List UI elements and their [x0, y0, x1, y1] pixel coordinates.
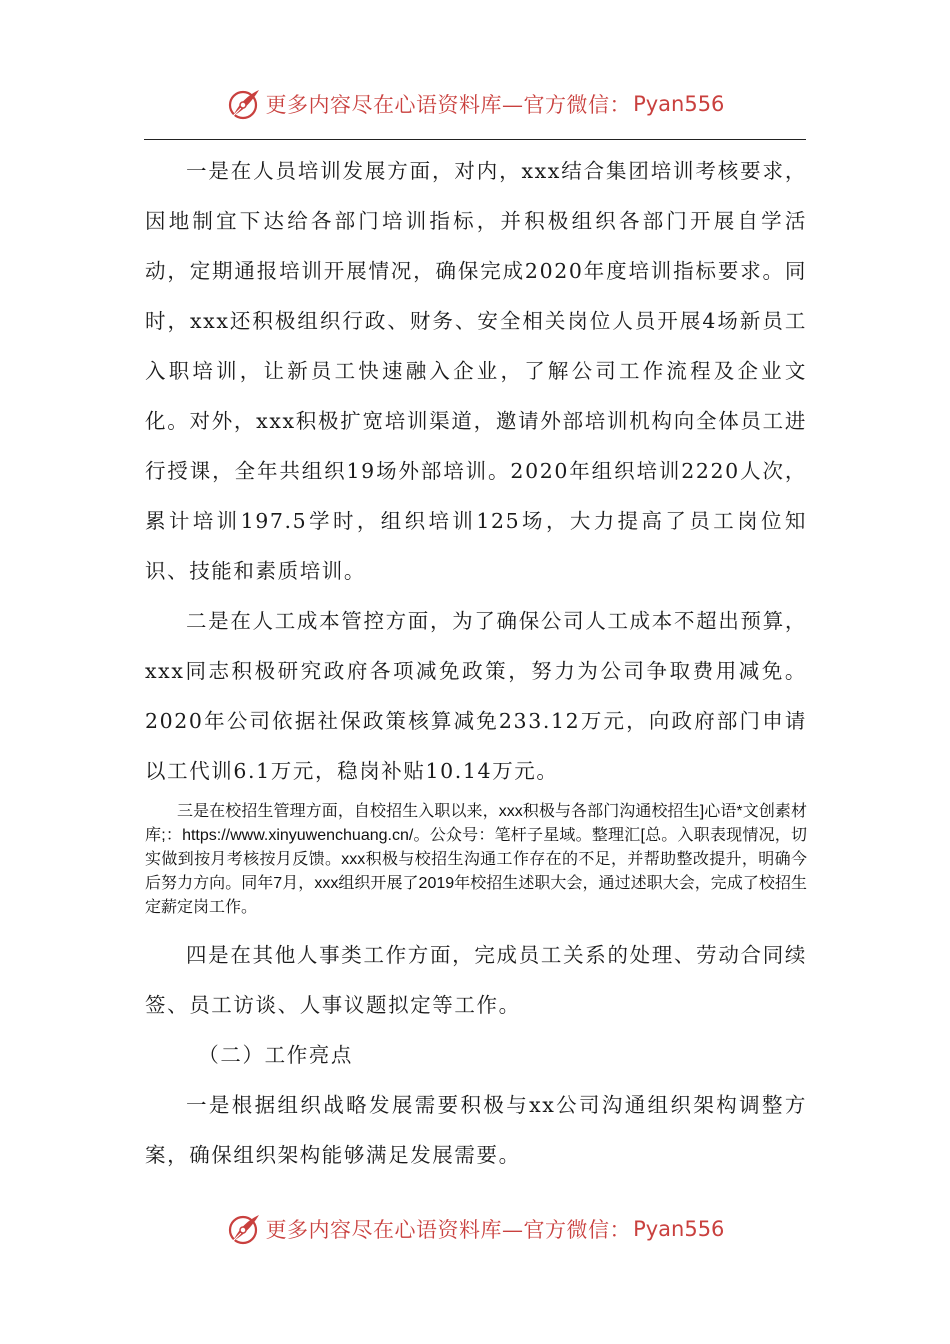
quill-logo-icon	[226, 86, 262, 122]
watermark-text: 更多内容尽在心语资料库—官方微信：	[265, 93, 632, 117]
watermark-footer	[0, 1207, 950, 1251]
watermark-header	[0, 82, 950, 126]
watermark-wechat-id: Pyan556	[633, 92, 725, 116]
document-body	[145, 146, 807, 1180]
watermark-wechat-id: Pyan556	[633, 1217, 725, 1241]
paragraph-campus-recruits: 三是在校招生管理方面，自校招生入职以来，xxx积极与各部门沟通校招生]心语*文创素材库;：https://www.xinyuwenchuang.cn/。公众号：笔杆子星域。整理汇[总。入职表现情况，切实做到按月考核按月反馈。xxx积极与校招生沟通工作存在的不足，并帮助整改提升，明确今后努力方向。同年7月，xxx组织开展了2019年校招生述职大会，通过述职大会，完成了校招生定薪定岗工作。	[145, 803, 807, 916]
watermark-text: 更多内容尽在心语资料库—官方微信：	[265, 1218, 632, 1242]
section-heading-highlights: （二）工作亮点	[198, 1043, 353, 1067]
paragraph-org-structure: 一是根据组织战略发展需要积极与xx公司沟通组织架构调整方案，确保组织架构能够满足发展需要。	[145, 1093, 807, 1167]
quill-logo-icon	[226, 1211, 262, 1247]
paragraph-labor-cost: 二是在人工成本管控方面，为了确保公司人工成本不超出预算，xxx同志积极研究政府各项减免政策，努力为公司争取费用减免。2020年公司依据社保政策核算减免233.12万元，向政府部门申请以工代训6.1万元，稳岗补贴10.14万元。	[145, 609, 807, 783]
paragraph-other-hr: 四是在其他人事类工作方面，完成员工关系的处理、劳动合同续签、员工访谈、人事议题拟定等工作。	[145, 943, 807, 1017]
header-divider	[144, 139, 806, 140]
paragraph-training: 一是在人员培训发展方面，对内，xxx结合集团培训考核要求，因地制宜下达给各部门培训指标，并积极组织各部门开展自学活动，定期通报培训开展情况，确保完成2020年度培训指标要求。同时，xxx还积极组织行政、财务、安全相关岗位人员开展4场新员工入职培训，让新员工快速融入企业，了解公司工作流程及企业文化。对外，xxx积极扩宽培训渠道，邀请外部培训机构向全体员工进行授课，全年共组织19场外部培训。2020年组织培训2220人次，累计培训197.5学时，组织培训125场，大力提高了员工岗位知识、技能和素质培训。	[145, 159, 807, 583]
